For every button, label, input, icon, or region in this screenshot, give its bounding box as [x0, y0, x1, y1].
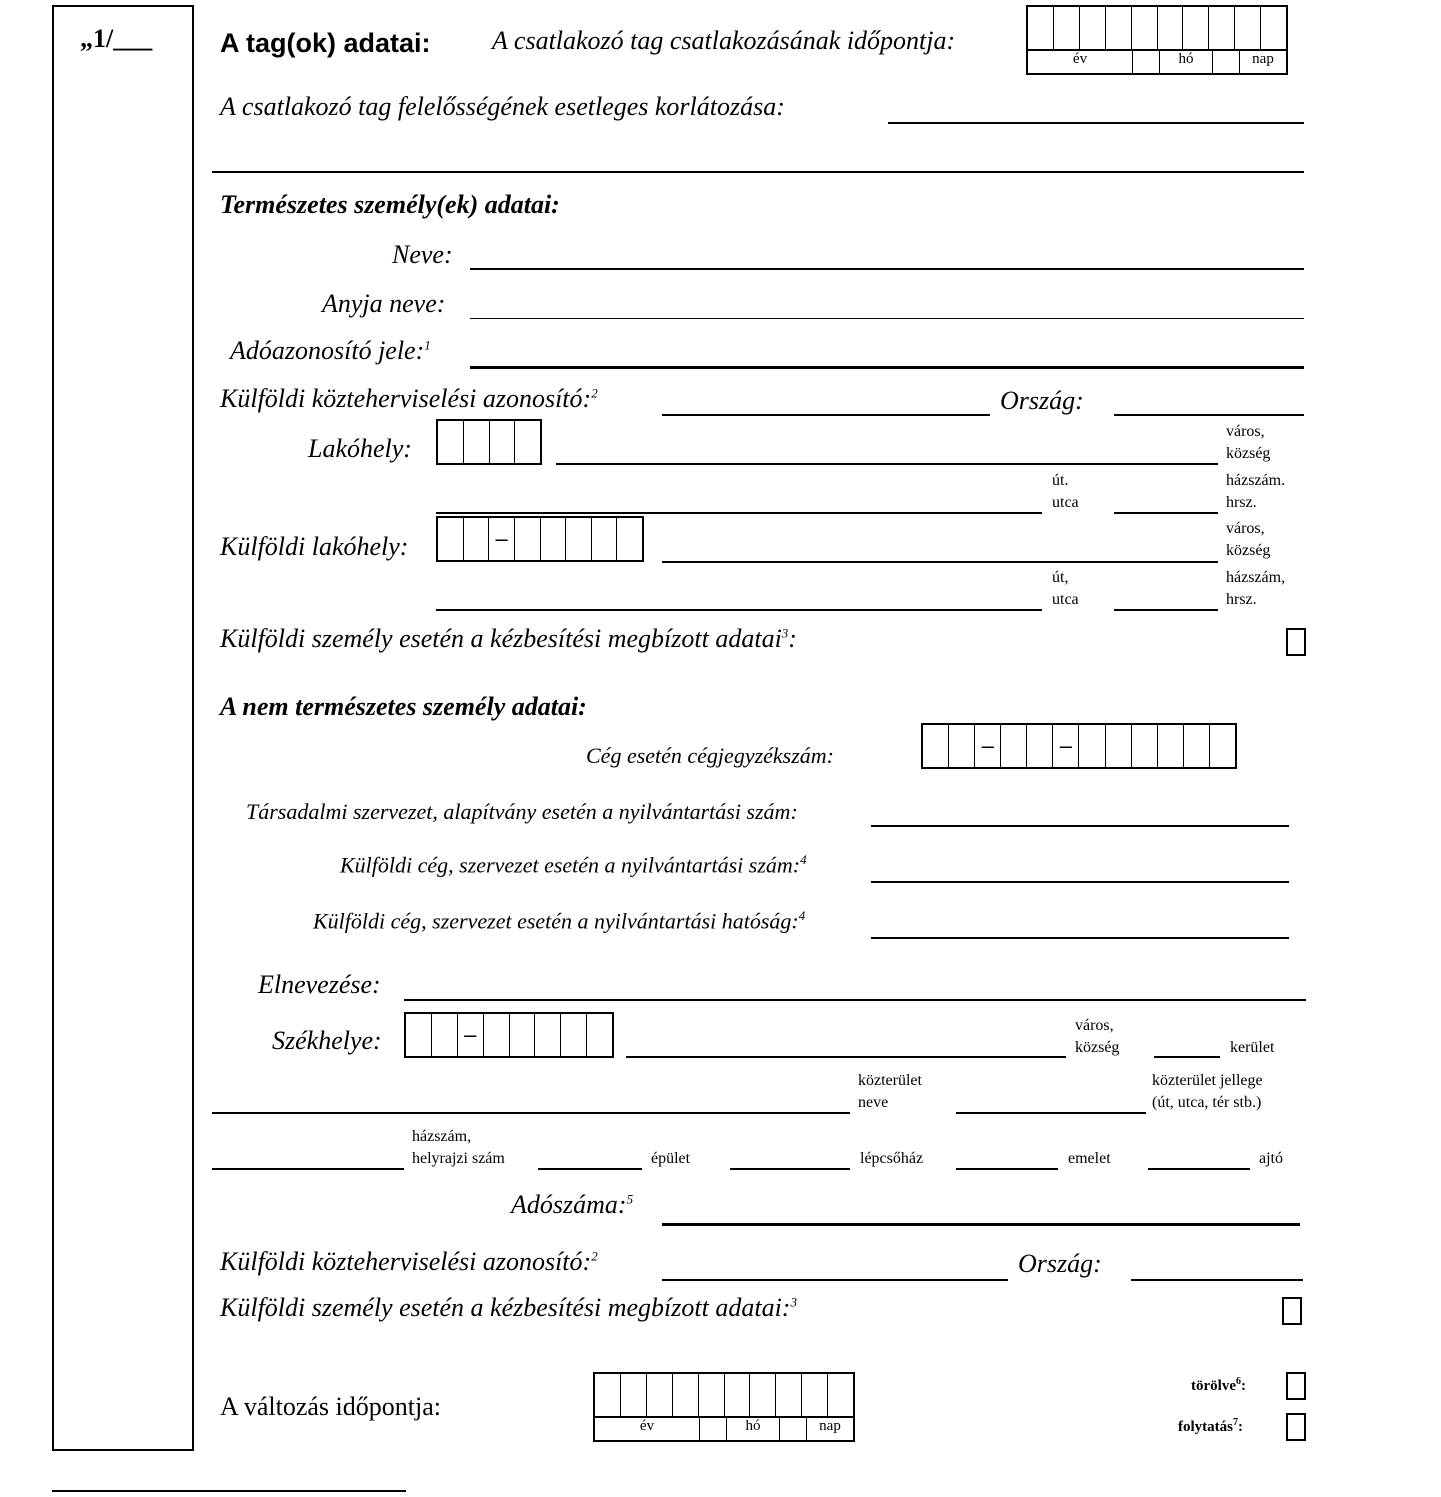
change-date-boxes[interactable]	[593, 1372, 855, 1418]
seat-label: Székhelye:	[272, 1026, 382, 1055]
company-reg-label: Cég esetén cégjegyzékszám:	[586, 743, 835, 768]
residence-city-field[interactable]	[556, 463, 1218, 465]
dash-1: –	[974, 725, 1000, 767]
entity-foreign-tax-text: Külföldi közteherviselési azonosító:	[220, 1247, 592, 1276]
continued-sup: 7	[1233, 1417, 1238, 1428]
residence-label: Lakóhely:	[308, 434, 412, 463]
city-hint-1: város,	[1226, 423, 1265, 440]
foreign-reg-no-label	[340, 852, 807, 878]
house-no-hint	[412, 1126, 505, 1170]
year-unit: év	[1028, 51, 1133, 73]
entity-agent-label	[220, 1293, 797, 1323]
street-hint-2: utca	[1052, 494, 1079, 511]
floor-hint: emelet	[1068, 1150, 1111, 1167]
change-year-unit: év	[595, 1418, 700, 1440]
house-no-field[interactable]	[212, 1168, 404, 1170]
tax-id-text: Adóazonosító jele:	[230, 336, 425, 365]
door-hint: ajtó	[1259, 1150, 1283, 1167]
tax-no-text: Adószáma:	[511, 1190, 627, 1219]
foreign-city-field[interactable]	[662, 561, 1218, 563]
house-hint-2: hrsz.	[1226, 494, 1257, 511]
foreign-tax-label	[220, 384, 598, 414]
month-unit: hó	[1160, 51, 1213, 73]
seat-city-hint-1: város,	[1075, 1017, 1114, 1034]
liability-field[interactable]	[888, 122, 1304, 124]
seat-dash: –	[457, 1014, 483, 1056]
tax-id-label	[230, 336, 431, 366]
residence-postal-boxes[interactable]	[436, 419, 542, 465]
entity-name-field[interactable]	[404, 999, 1306, 1001]
mother-name-field[interactable]	[470, 318, 1304, 319]
foreign-authority-text: Külföldi cég, szervezet esetén a nyilvántartási hatóság:	[313, 908, 799, 934]
seat-district-field[interactable]	[1154, 1056, 1220, 1058]
liability-label: A csatlakozó tag felelősségének esetleges korlátozása:	[220, 92, 785, 121]
mother-name-label: Anyja neve:	[322, 289, 446, 318]
public-area-name-hint	[858, 1070, 922, 1114]
natural-agent-checkbox[interactable]	[1286, 628, 1306, 656]
street-hint-1: út.	[1052, 472, 1069, 489]
change-month-unit: hó	[727, 1418, 780, 1440]
seat-postal-boxes[interactable]	[404, 1012, 614, 1058]
entity-country-field[interactable]	[1131, 1279, 1303, 1281]
day-unit: nap	[1252, 51, 1274, 67]
foreign-postal-boxes[interactable]	[436, 516, 644, 562]
foreign-residence-label: Külföldi lakóhely:	[220, 532, 409, 561]
staircase-hint: lépcsőház	[860, 1150, 924, 1167]
foreign-house-hint	[1226, 567, 1285, 611]
seat-city-hint-2: község	[1075, 1039, 1120, 1056]
entity-foreign-tax-sup: 2	[591, 1248, 598, 1264]
natural-agent-text: Külföldi személy esetén a kézbesítési megbízott adatai	[220, 624, 782, 653]
foreign-city-hint-1: város,	[1226, 520, 1265, 537]
natural-agent-colon: :	[788, 624, 797, 653]
legal-entity-heading: A nem természetes személy adatai:	[220, 692, 587, 721]
foreign-house-hint-1: házszám,	[1226, 569, 1286, 586]
change-day-unit: nap	[819, 1418, 841, 1434]
foreign-authority-field[interactable]	[871, 937, 1289, 939]
foreign-authority-label	[313, 908, 805, 934]
continued-colon: :	[1238, 1419, 1243, 1435]
public-area-type-hint-2: (út, utca, tér stb.)	[1152, 1094, 1262, 1111]
deleted-label	[1191, 1376, 1246, 1395]
deleted-checkbox[interactable]	[1286, 1372, 1306, 1400]
country-label: Ország:	[1000, 386, 1084, 415]
join-date-units	[1026, 51, 1288, 75]
liability-field-2[interactable]	[212, 171, 1304, 173]
house-hint	[1226, 470, 1285, 514]
tax-no-field[interactable]	[662, 1223, 1300, 1226]
building-field[interactable]	[538, 1168, 642, 1170]
district-hint: kerület	[1230, 1039, 1275, 1056]
deleted-colon: :	[1240, 1378, 1246, 1394]
continued-label	[1178, 1417, 1243, 1436]
city-hint	[1226, 421, 1270, 465]
house-no-hint-1: házszám,	[412, 1128, 472, 1145]
building-hint: épület	[651, 1150, 691, 1167]
natural-agent-sup: 3	[781, 625, 789, 641]
entity-agent-checkbox[interactable]	[1282, 1297, 1302, 1325]
company-reg-boxes[interactable]	[921, 723, 1237, 769]
public-area-type-hint	[1152, 1070, 1263, 1114]
entity-name-label: Elnevezése:	[258, 970, 381, 999]
name-label: Neve:	[392, 240, 453, 269]
join-date-boxes[interactable]	[1026, 5, 1288, 51]
staircase-field[interactable]	[730, 1168, 850, 1170]
ngo-field[interactable]	[871, 825, 1289, 827]
seat-city-field[interactable]	[626, 1056, 1066, 1058]
foreign-street-hint-1: út,	[1052, 569, 1069, 586]
foreign-street-hint-2: utca	[1052, 591, 1079, 608]
continued-checkbox[interactable]	[1286, 1413, 1306, 1441]
continued-text: folytatás	[1178, 1419, 1233, 1435]
foreign-tax-field[interactable]	[662, 414, 990, 416]
entity-foreign-tax-field[interactable]	[662, 1279, 1008, 1281]
foreign-tax-sup: 2	[591, 385, 598, 401]
seat-city-hint	[1075, 1015, 1119, 1059]
natural-person-heading: Természetes személy(ek) adatai:	[220, 190, 560, 219]
house-hint-1: házszám.	[1226, 472, 1286, 489]
floor-field[interactable]	[956, 1168, 1058, 1170]
public-area-name-hint-2: neve	[858, 1094, 889, 1111]
dash-2: –	[1052, 725, 1078, 767]
foreign-street-hint	[1052, 567, 1079, 611]
tax-no-label	[511, 1190, 633, 1220]
footnote-separator	[52, 1490, 406, 1492]
deleted-sup: 6	[1235, 1376, 1241, 1387]
foreign-reg-no-field[interactable]	[871, 881, 1289, 883]
residence-street-field[interactable]	[436, 512, 1042, 514]
foreign-reg-no-sup: 4	[800, 852, 807, 867]
public-area-name-hint-1: közterület	[858, 1072, 922, 1089]
public-area-type-hint-1: közterület jellege	[1152, 1072, 1263, 1089]
foreign-reg-no-text: Külföldi cég, szervezet esetén a nyilvántartási szám:	[340, 852, 801, 878]
country-field[interactable]	[1114, 414, 1304, 416]
entity-agent-text: Külföldi személy esetén a kézbesítési megbízott adatai:	[220, 1293, 791, 1322]
public-area-name-field[interactable]	[212, 1112, 850, 1114]
foreign-house-field[interactable]	[1114, 609, 1218, 611]
foreign-city-hint	[1226, 518, 1270, 562]
entity-foreign-tax-label	[220, 1247, 598, 1277]
change-date-units	[593, 1418, 855, 1442]
house-no-hint-2: helyrajzi szám	[412, 1150, 505, 1167]
residence-house-field[interactable]	[1114, 512, 1218, 514]
tax-id-field[interactable]	[470, 366, 1304, 369]
join-date-label: A csatlakozó tag csatlakozásának időpontja:	[492, 26, 956, 55]
entity-agent-sup: 3	[790, 1294, 797, 1310]
natural-agent-label	[220, 624, 797, 654]
foreign-tax-text: Külföldi közteherviselési azonosító:	[220, 384, 592, 413]
foreign-house-hint-2: hrsz.	[1226, 591, 1257, 608]
section-title: A tag(ok) adatai:	[220, 28, 431, 58]
name-field[interactable]	[470, 268, 1304, 270]
foreign-street-field[interactable]	[436, 609, 1042, 611]
deleted-text: törölve	[1191, 1378, 1236, 1394]
entity-country-label: Ország:	[1018, 1249, 1102, 1278]
ngo-label: Társadalmi szervezet, alapítvány esetén a nyilvántartási szám:	[246, 799, 798, 824]
sidebar-frame	[52, 5, 194, 1451]
street-hint	[1052, 470, 1079, 514]
dash: –	[488, 518, 514, 560]
change-date-label: A változás időpontja:	[220, 1392, 441, 1421]
sidebar-number: „1/___	[80, 24, 153, 53]
tax-no-sup: 5	[626, 1191, 634, 1207]
foreign-authority-sup: 4	[798, 908, 806, 923]
city-hint-2: község	[1226, 445, 1271, 462]
door-field[interactable]	[1148, 1168, 1250, 1170]
public-area-type-field[interactable]	[956, 1112, 1146, 1114]
foreign-city-hint-2: község	[1226, 542, 1271, 559]
tax-id-sup: 1	[424, 337, 431, 353]
